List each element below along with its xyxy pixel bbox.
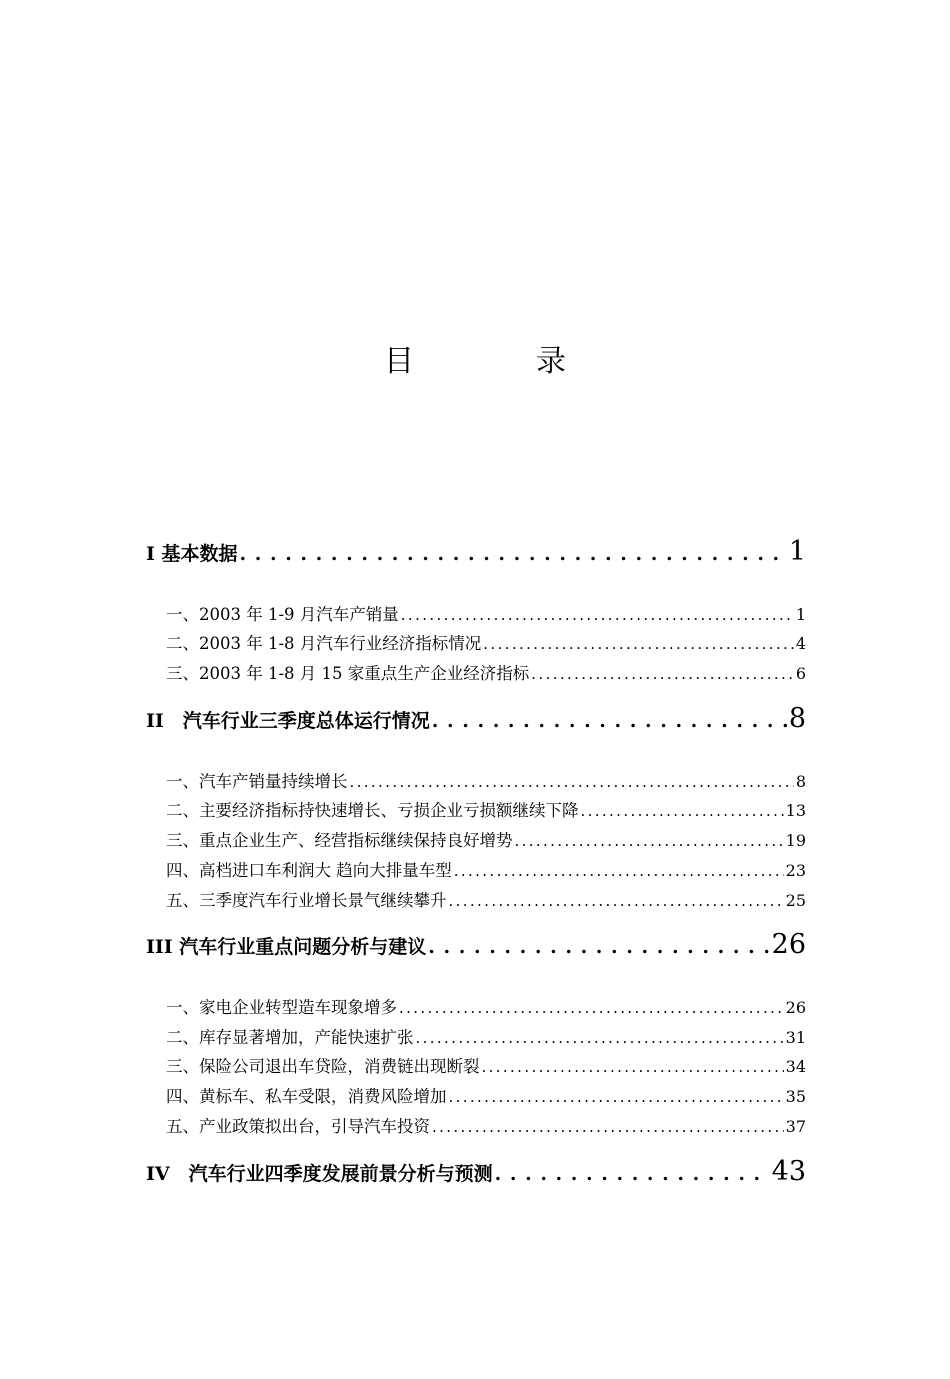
entry-page-number: 25 (785, 891, 806, 910)
toc-section-2[interactable] (146, 703, 806, 734)
entry-label: 三、重点企业生产、经营指标继续保持良好增势 (166, 831, 513, 850)
entry-page-number: 35 (785, 1087, 806, 1106)
entry-label: 五、产业政策拟出台，引导汽车投资 (166, 1117, 430, 1136)
page-title: 目 录 (384, 344, 612, 379)
dot-leader (515, 832, 784, 850)
entry-label: 一、汽车产销量持续增长 (166, 772, 348, 791)
section-label: II 汽车行业三季度总体运行情况 (146, 710, 430, 732)
toc-entry[interactable] (166, 630, 806, 654)
entry-label: 二、库存显著增加，产能快速扩张 (166, 1028, 414, 1047)
toc-section-4[interactable] (146, 1156, 806, 1187)
dot-leader (454, 862, 784, 880)
entry-page-number: 23 (785, 861, 806, 880)
entry-label: 五、三季度汽车行业增长景气继续攀升 (166, 891, 447, 910)
entry-label: 三、保险公司退出车贷险，消费链出现断裂 (166, 1057, 480, 1076)
dot-leader (449, 1088, 784, 1106)
entry-page-number: 34 (785, 1057, 806, 1076)
toc-entry[interactable] (166, 797, 806, 821)
entry-page-number: 4 (795, 634, 806, 653)
toc-entry[interactable] (166, 660, 806, 684)
section-page-number: 43 (771, 1156, 806, 1187)
toc-entry[interactable] (166, 601, 806, 625)
toc-entry[interactable] (166, 1113, 806, 1137)
dot-leader (350, 773, 794, 791)
toc-section-3[interactable] (146, 929, 806, 960)
entry-page-number: 8 (795, 772, 806, 791)
dot-leader (581, 802, 784, 820)
dot-leader (495, 1163, 770, 1185)
dot-leader (240, 543, 787, 565)
entry-label: 二、主要经济指标持快速增长、亏损企业亏损额继续下降 (166, 801, 579, 820)
entry-label: 一、家电企业转型造车现象增多 (166, 998, 397, 1017)
entry-page-number: 1 (795, 605, 806, 624)
toc-entry[interactable] (166, 994, 806, 1018)
toc-entry[interactable] (166, 1083, 806, 1107)
dot-leader (416, 1029, 784, 1047)
toc-entry[interactable] (166, 1024, 806, 1048)
dot-leader (432, 710, 787, 732)
entry-page-number: 31 (785, 1028, 806, 1047)
dot-leader (449, 892, 784, 910)
dot-leader (401, 606, 794, 624)
entry-label: 一、2003 年 1-9 月汽车产销量 (166, 605, 399, 624)
dot-leader (428, 936, 769, 958)
entry-label: 二、2003 年 1-8 月汽车行业经济指标情况 (166, 634, 482, 653)
entry-label: 四、高档进口车利润大 趋向大排量车型 (166, 861, 452, 880)
section-page-number: 1 (788, 536, 806, 567)
toc-section-1[interactable] (146, 536, 806, 567)
dot-leader (399, 999, 784, 1017)
section-label: I 基本数据 (146, 543, 238, 565)
entry-page-number: 13 (785, 801, 806, 820)
dot-leader (483, 635, 794, 653)
dot-leader (482, 1058, 784, 1076)
entry-page-number: 37 (785, 1117, 806, 1136)
toc-entry[interactable] (166, 827, 806, 851)
section-page-number: 8 (788, 703, 806, 734)
toc-entry[interactable] (166, 1053, 806, 1077)
toc-entry[interactable] (166, 887, 806, 911)
entry-label: 四、黄标车、私车受限，消费风险增加 (166, 1087, 447, 1106)
entry-page-number: 6 (795, 664, 806, 683)
toc-entry[interactable] (166, 857, 806, 881)
entry-label: 三、2003 年 1-8 月 15 家重点生产企业经济指标 (166, 664, 530, 683)
entry-page-number: 19 (785, 831, 806, 850)
dot-leader (432, 1118, 784, 1136)
section-label: III 汽车行业重点问题分析与建议 (146, 936, 427, 958)
entry-page-number: 26 (785, 998, 806, 1017)
section-page-number: 26 (771, 929, 806, 960)
toc-entry[interactable] (166, 768, 806, 792)
dot-leader (531, 665, 794, 683)
section-label: IV 汽车行业四季度发展前景分析与预测 (146, 1163, 493, 1185)
